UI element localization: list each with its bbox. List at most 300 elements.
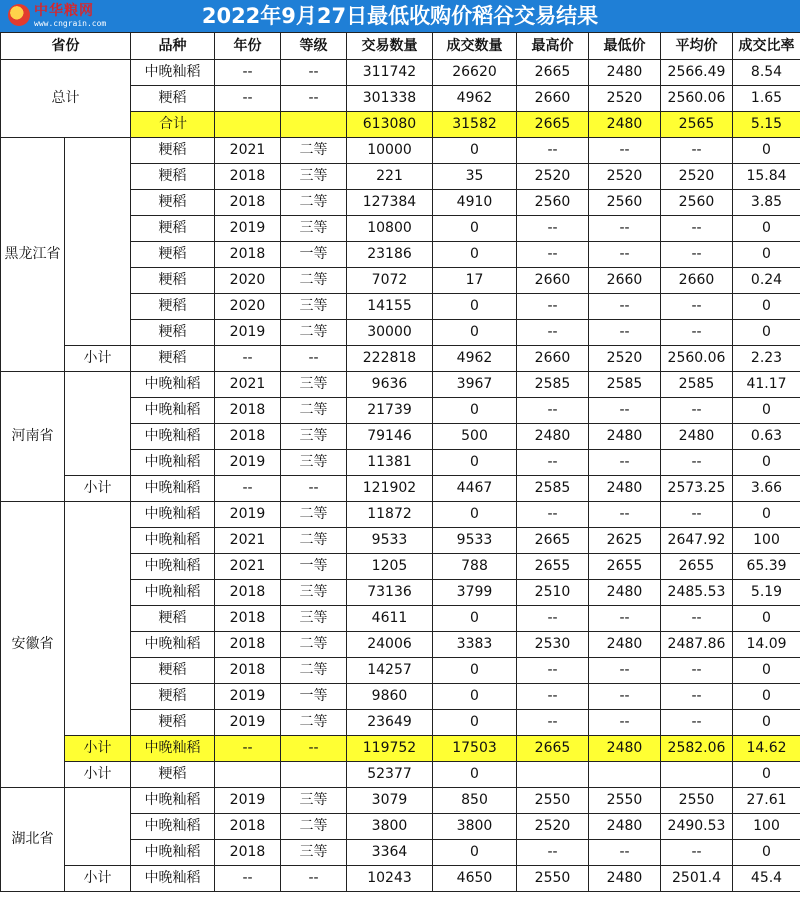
cell-deal-ratio: 0 <box>733 762 800 788</box>
cell-trade-qty: 73136 <box>347 580 433 606</box>
cell-min-price: 2480 <box>589 476 661 502</box>
cell-variety: 粳稻 <box>131 320 215 346</box>
cell-trade-qty: 11872 <box>347 502 433 528</box>
cell-year: 2018 <box>215 606 281 632</box>
cell-deal-ratio: 0 <box>733 242 800 268</box>
cell-deal-qty: 788 <box>433 554 517 580</box>
cell-trade-qty: 3800 <box>347 814 433 840</box>
cell-deal-ratio: 100 <box>733 528 800 554</box>
header-deal-ratio: 成交比率 <box>733 33 800 60</box>
cell-year: 2019 <box>215 684 281 710</box>
cell-grade: 二等 <box>281 528 347 554</box>
cell-grade: 一等 <box>281 554 347 580</box>
cell-grade: 二等 <box>281 398 347 424</box>
cell-avg-price <box>661 762 733 788</box>
cell-max-price: -- <box>517 684 589 710</box>
cell-deal-qty: 31582 <box>433 112 517 138</box>
cell-grade: -- <box>281 60 347 86</box>
cell-deal-ratio: 0 <box>733 398 800 424</box>
cell-deal-ratio: 14.09 <box>733 632 800 658</box>
header-min-price: 最低价 <box>589 33 661 60</box>
cell-grade: 二等 <box>281 658 347 684</box>
cell-avg-price: 2550 <box>661 788 733 814</box>
cell-deal-qty: 3383 <box>433 632 517 658</box>
cell-min-price: 2480 <box>589 580 661 606</box>
cell-max-price: -- <box>517 242 589 268</box>
cell-variety: 中晚籼稻 <box>131 736 215 762</box>
cell-variety: 中晚籼稻 <box>131 788 215 814</box>
cell-trade-qty: 9860 <box>347 684 433 710</box>
sub-label-blank <box>65 502 131 736</box>
cell-deal-qty: 4962 <box>433 86 517 112</box>
cell-grade: -- <box>281 736 347 762</box>
cell-min-price: 2520 <box>589 346 661 372</box>
cell-avg-price: -- <box>661 320 733 346</box>
cell-avg-price: 2565 <box>661 112 733 138</box>
cell-min-price: 2480 <box>589 736 661 762</box>
cell-max-price: 2480 <box>517 424 589 450</box>
province-cell: 湖北省 <box>1 788 65 892</box>
cell-deal-ratio: 1.65 <box>733 86 800 112</box>
cell-trade-qty: 301338 <box>347 86 433 112</box>
cell-min-price: 2480 <box>589 632 661 658</box>
cell-deal-qty: 26620 <box>433 60 517 86</box>
cell-grade: 三等 <box>281 164 347 190</box>
cell-deal-qty: 0 <box>433 710 517 736</box>
cell-min-price: -- <box>589 138 661 164</box>
subtotal-label: 小计 <box>65 762 131 788</box>
cell-max-price: 2660 <box>517 346 589 372</box>
cell-max-price: 2660 <box>517 268 589 294</box>
cell-year <box>215 762 281 788</box>
header-year: 年份 <box>215 33 281 60</box>
brand-name: 中华粮网 <box>34 3 94 19</box>
cell-deal-qty: 850 <box>433 788 517 814</box>
cell-avg-price: -- <box>661 216 733 242</box>
cell-deal-ratio: 0 <box>733 684 800 710</box>
cell-min-price: 2660 <box>589 268 661 294</box>
cell-max-price: 2655 <box>517 554 589 580</box>
cell-trade-qty: 9533 <box>347 528 433 554</box>
cell-avg-price: 2490.53 <box>661 814 733 840</box>
cell-min-price: -- <box>589 450 661 476</box>
cell-grade: 一等 <box>281 684 347 710</box>
cell-deal-ratio: 0 <box>733 710 800 736</box>
cell-trade-qty: 4611 <box>347 606 433 632</box>
table-row <box>1 736 800 762</box>
cell-avg-price: -- <box>661 606 733 632</box>
cell-deal-qty: 0 <box>433 502 517 528</box>
cell-variety: 粳稻 <box>131 346 215 372</box>
cell-year: 2018 <box>215 398 281 424</box>
sub-label-blank <box>65 372 131 476</box>
cell-max-price: 2550 <box>517 788 589 814</box>
cell-min-price: -- <box>589 320 661 346</box>
cell-year: 2018 <box>215 814 281 840</box>
cell-avg-price: -- <box>661 450 733 476</box>
cell-year: 2021 <box>215 138 281 164</box>
cell-grade: 三等 <box>281 606 347 632</box>
cell-deal-ratio: 0 <box>733 138 800 164</box>
cell-year: 2021 <box>215 554 281 580</box>
table-row <box>1 60 800 86</box>
cell-grade: 三等 <box>281 788 347 814</box>
cell-grade: 一等 <box>281 242 347 268</box>
cell-max-price: -- <box>517 398 589 424</box>
cell-trade-qty: 221 <box>347 164 433 190</box>
cell-max-price: 2560 <box>517 190 589 216</box>
cell-max-price <box>517 762 589 788</box>
cell-variety: 中晚籼稻 <box>131 502 215 528</box>
cell-min-price: 2480 <box>589 60 661 86</box>
cell-deal-ratio: 0 <box>733 840 800 866</box>
cell-deal-qty: 4467 <box>433 476 517 502</box>
cell-grade: 三等 <box>281 450 347 476</box>
table-body <box>1 60 800 892</box>
cell-year: -- <box>215 476 281 502</box>
province-cell: 安徽省 <box>1 502 65 788</box>
cell-max-price: -- <box>517 216 589 242</box>
cell-deal-qty: 0 <box>433 450 517 476</box>
subtotal-label: 小计 <box>65 866 131 892</box>
cell-deal-qty: 0 <box>433 216 517 242</box>
cell-variety: 粳稻 <box>131 294 215 320</box>
table-row <box>1 476 800 502</box>
header-avg-price: 平均价 <box>661 33 733 60</box>
cell-trade-qty: 311742 <box>347 60 433 86</box>
cell-deal-qty: 0 <box>433 242 517 268</box>
cell-variety: 粳稻 <box>131 684 215 710</box>
cell-min-price: -- <box>589 294 661 320</box>
cell-max-price: -- <box>517 450 589 476</box>
cell-avg-price: -- <box>661 710 733 736</box>
cell-grade: 二等 <box>281 814 347 840</box>
cell-max-price: 2660 <box>517 86 589 112</box>
cell-max-price: 2665 <box>517 736 589 762</box>
cell-variety: 中晚籼稻 <box>131 528 215 554</box>
cell-grade: 三等 <box>281 580 347 606</box>
cell-avg-price: 2520 <box>661 164 733 190</box>
header-row <box>1 33 800 60</box>
cell-trade-qty: 14155 <box>347 294 433 320</box>
cell-year: 2021 <box>215 528 281 554</box>
cell-year: 2018 <box>215 580 281 606</box>
cell-deal-ratio: 65.39 <box>733 554 800 580</box>
cell-avg-price: 2487.86 <box>661 632 733 658</box>
cell-deal-qty: 9533 <box>433 528 517 554</box>
cell-avg-price: 2480 <box>661 424 733 450</box>
cell-trade-qty: 9636 <box>347 372 433 398</box>
cell-variety: 粳稻 <box>131 762 215 788</box>
cell-deal-qty: 0 <box>433 840 517 866</box>
cell-deal-qty: 4962 <box>433 346 517 372</box>
cell-min-price: 2625 <box>589 528 661 554</box>
cell-deal-qty: 0 <box>433 294 517 320</box>
cell-deal-qty: 4910 <box>433 190 517 216</box>
cell-avg-price: -- <box>661 658 733 684</box>
cell-variety: 粳稻 <box>131 658 215 684</box>
cell-max-price: 2665 <box>517 60 589 86</box>
cell-min-price: 2560 <box>589 190 661 216</box>
cell-avg-price: -- <box>661 840 733 866</box>
cell-max-price: 2665 <box>517 112 589 138</box>
cell-trade-qty: 21739 <box>347 398 433 424</box>
cell-year: 2019 <box>215 216 281 242</box>
cell-max-price: -- <box>517 710 589 736</box>
cell-deal-qty: 3800 <box>433 814 517 840</box>
results-table <box>0 32 800 892</box>
cell-variety: 中晚籼稻 <box>131 840 215 866</box>
cell-deal-ratio: 3.85 <box>733 190 800 216</box>
cell-deal-qty: 0 <box>433 398 517 424</box>
cell-grade: 三等 <box>281 216 347 242</box>
cell-year: 2019 <box>215 320 281 346</box>
cell-year: 2021 <box>215 372 281 398</box>
cell-variety: 中晚籼稻 <box>131 866 215 892</box>
header-grade: 等级 <box>281 33 347 60</box>
cell-trade-qty: 23186 <box>347 242 433 268</box>
cell-min-price: -- <box>589 684 661 710</box>
cell-deal-ratio: 0.24 <box>733 268 800 294</box>
cell-deal-qty: 17 <box>433 268 517 294</box>
subtotal-label: 小计 <box>65 476 131 502</box>
cell-year: 2018 <box>215 424 281 450</box>
cell-variety: 中晚籼稻 <box>131 476 215 502</box>
cell-deal-ratio: 14.62 <box>733 736 800 762</box>
cell-year: 2018 <box>215 164 281 190</box>
cell-year: 2019 <box>215 788 281 814</box>
cell-max-price: -- <box>517 658 589 684</box>
cell-deal-ratio: 8.54 <box>733 60 800 86</box>
cell-trade-qty: 127384 <box>347 190 433 216</box>
cell-trade-qty: 1205 <box>347 554 433 580</box>
cell-year: 2020 <box>215 294 281 320</box>
province-cell: 河南省 <box>1 372 65 502</box>
cell-grade: 二等 <box>281 320 347 346</box>
cell-min-price: 2480 <box>589 866 661 892</box>
page-title: 2022年9月27日最低收购价稻谷交易结果 <box>201 4 599 28</box>
cell-min-price: 2480 <box>589 424 661 450</box>
cell-grade: 三等 <box>281 840 347 866</box>
cell-min-price: 2520 <box>589 164 661 190</box>
cell-variety: 中晚籼稻 <box>131 450 215 476</box>
cell-grade: -- <box>281 476 347 502</box>
table-row <box>1 502 800 528</box>
cell-max-price: 2530 <box>517 632 589 658</box>
cell-year: -- <box>215 60 281 86</box>
cell-deal-ratio: 15.84 <box>733 164 800 190</box>
cell-trade-qty: 10000 <box>347 138 433 164</box>
header-variety: 品种 <box>131 33 215 60</box>
province-cell: 黑龙江省 <box>1 138 65 372</box>
cell-max-price: 2510 <box>517 580 589 606</box>
cell-variety: 粳稻 <box>131 606 215 632</box>
cell-grade: -- <box>281 86 347 112</box>
cell-deal-qty: 35 <box>433 164 517 190</box>
cell-avg-price: 2582.06 <box>661 736 733 762</box>
cell-max-price: 2665 <box>517 528 589 554</box>
table-row <box>1 866 800 892</box>
cell-max-price: 2585 <box>517 476 589 502</box>
cell-deal-qty: 0 <box>433 762 517 788</box>
cell-deal-ratio: 0 <box>733 502 800 528</box>
cell-deal-qty: 0 <box>433 606 517 632</box>
cell-trade-qty: 10800 <box>347 216 433 242</box>
cell-year: 2018 <box>215 632 281 658</box>
cell-avg-price: 2647.92 <box>661 528 733 554</box>
cell-year: -- <box>215 866 281 892</box>
cell-deal-qty: 0 <box>433 658 517 684</box>
cell-grade: 三等 <box>281 424 347 450</box>
brand-url: www.cngrain.com <box>34 19 107 28</box>
cell-avg-price: -- <box>661 294 733 320</box>
cell-grade: -- <box>281 346 347 372</box>
title-bar <box>0 0 800 32</box>
table-row <box>1 788 800 814</box>
cell-deal-ratio: 0 <box>733 606 800 632</box>
cell-max-price: 2520 <box>517 164 589 190</box>
cell-avg-price: -- <box>661 684 733 710</box>
header-deal-qty: 成交数量 <box>433 33 517 60</box>
cell-trade-qty: 3079 <box>347 788 433 814</box>
cell-min-price: -- <box>589 840 661 866</box>
cell-avg-price: -- <box>661 502 733 528</box>
cell-avg-price: -- <box>661 138 733 164</box>
cell-year: -- <box>215 346 281 372</box>
cell-variety: 粳稻 <box>131 164 215 190</box>
cell-deal-ratio: 0 <box>733 450 800 476</box>
cell-min-price: -- <box>589 398 661 424</box>
cell-deal-ratio: 0 <box>733 658 800 684</box>
cell-year: 2018 <box>215 658 281 684</box>
cell-variety: 粳稻 <box>131 190 215 216</box>
cell-max-price: -- <box>517 138 589 164</box>
cell-grade: 三等 <box>281 372 347 398</box>
cell-year: -- <box>215 736 281 762</box>
province-cell: 总计 <box>1 60 131 138</box>
cell-avg-price: 2585 <box>661 372 733 398</box>
cell-trade-qty: 14257 <box>347 658 433 684</box>
cell-variety: 中晚籼稻 <box>131 580 215 606</box>
table-row <box>1 372 800 398</box>
cell-deal-qty: 500 <box>433 424 517 450</box>
cell-min-price: -- <box>589 710 661 736</box>
cell-deal-qty: 0 <box>433 684 517 710</box>
cell-deal-qty: 17503 <box>433 736 517 762</box>
cell-deal-ratio: 2.23 <box>733 346 800 372</box>
cell-min-price: -- <box>589 658 661 684</box>
cell-trade-qty: 613080 <box>347 112 433 138</box>
cell-grade: 三等 <box>281 294 347 320</box>
table-row <box>1 762 800 788</box>
cell-max-price: -- <box>517 606 589 632</box>
cell-year: 2019 <box>215 502 281 528</box>
cell-min-price: 2550 <box>589 788 661 814</box>
cell-deal-ratio: 0 <box>733 294 800 320</box>
cell-deal-qty: 0 <box>433 138 517 164</box>
subtotal-label: 小计 <box>65 736 131 762</box>
table-row <box>1 138 800 164</box>
cell-deal-ratio: 0 <box>733 216 800 242</box>
cell-deal-ratio: 3.66 <box>733 476 800 502</box>
total-label: 合计 <box>131 112 215 138</box>
cell-grade: 二等 <box>281 190 347 216</box>
cell-year: 2020 <box>215 268 281 294</box>
sub-label-blank <box>65 138 131 346</box>
cell-year: 2018 <box>215 840 281 866</box>
cell-grade: 二等 <box>281 710 347 736</box>
cell-grade <box>281 762 347 788</box>
cell-deal-ratio: 0.63 <box>733 424 800 450</box>
cell-deal-qty: 0 <box>433 320 517 346</box>
cell-avg-price: 2566.49 <box>661 60 733 86</box>
cell-min-price: 2480 <box>589 112 661 138</box>
cell-variety: 中晚籼稻 <box>131 554 215 580</box>
cell-variety: 粳稻 <box>131 216 215 242</box>
cell-avg-price: 2560.06 <box>661 346 733 372</box>
cell-deal-ratio: 41.17 <box>733 372 800 398</box>
cell-min-price: 2480 <box>589 814 661 840</box>
cell-deal-qty: 3799 <box>433 580 517 606</box>
cell-trade-qty: 79146 <box>347 424 433 450</box>
cell-max-price: 2520 <box>517 814 589 840</box>
cell-deal-ratio: 100 <box>733 814 800 840</box>
cell-trade-qty: 119752 <box>347 736 433 762</box>
cell-year: 2019 <box>215 710 281 736</box>
cell-min-price: -- <box>589 242 661 268</box>
cell-trade-qty: 3364 <box>347 840 433 866</box>
cell-avg-price: 2501.4 <box>661 866 733 892</box>
cell-grade: 二等 <box>281 632 347 658</box>
cell-year: 2018 <box>215 190 281 216</box>
cell-avg-price: 2485.53 <box>661 580 733 606</box>
cell-min-price: 2585 <box>589 372 661 398</box>
sub-label-blank <box>65 788 131 866</box>
cell-year: 2018 <box>215 242 281 268</box>
cell-max-price: 2585 <box>517 372 589 398</box>
subtotal-label: 小计 <box>65 346 131 372</box>
cell-min-price: -- <box>589 502 661 528</box>
cell-max-price: -- <box>517 294 589 320</box>
cell-variety: 粳稻 <box>131 86 215 112</box>
cell-trade-qty: 24006 <box>347 632 433 658</box>
header-max-price: 最高价 <box>517 33 589 60</box>
cell-trade-qty: 222818 <box>347 346 433 372</box>
cell-deal-qty: 4650 <box>433 866 517 892</box>
cell-variety: 中晚籼稻 <box>131 814 215 840</box>
cell-year: 2019 <box>215 450 281 476</box>
header-trade-qty: 交易数量 <box>347 33 433 60</box>
cell-avg-price: -- <box>661 242 733 268</box>
cell-deal-ratio: 27.61 <box>733 788 800 814</box>
cell-deal-qty: 3967 <box>433 372 517 398</box>
cell-variety: 中晚籼稻 <box>131 424 215 450</box>
cell-variety: 粳稻 <box>131 268 215 294</box>
cell-trade-qty: 121902 <box>347 476 433 502</box>
cell-trade-qty: 10243 <box>347 866 433 892</box>
header-province: 省份 <box>1 33 131 60</box>
cell-variety: 粳稻 <box>131 138 215 164</box>
cell-trade-qty: 11381 <box>347 450 433 476</box>
cell-max-price: -- <box>517 320 589 346</box>
cell-trade-qty: 52377 <box>347 762 433 788</box>
cell-variety: 中晚籼稻 <box>131 398 215 424</box>
cell-max-price: -- <box>517 840 589 866</box>
cell-avg-price: 2560 <box>661 190 733 216</box>
cell-variety: 中晚籼稻 <box>131 372 215 398</box>
cell-avg-price: 2560.06 <box>661 86 733 112</box>
cell-variety: 粳稻 <box>131 710 215 736</box>
